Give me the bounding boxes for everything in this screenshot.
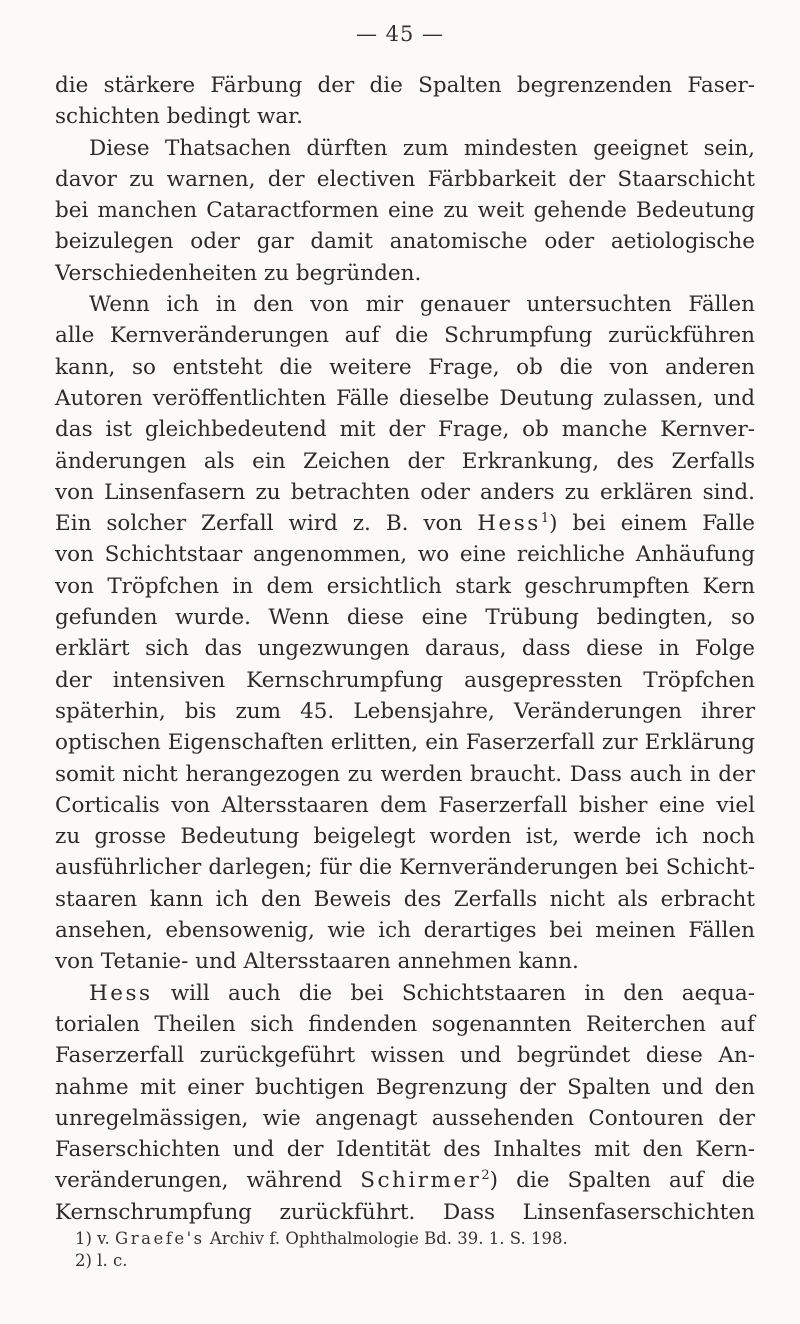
text-line: änderungen als ein Zeichen der Erkrankung, des Zerfalls (55, 448, 755, 474)
text-line (55, 1165, 755, 1196)
text-line: bei manchen Cataractformen eine zu weit gehende Bedeutung (55, 198, 755, 224)
text-line: ansehen, ebensowenig, wie ich derartiges bei meinen Fällen (55, 918, 755, 944)
text-line: von Tröpfchen in dem ersichtlich stark geschrumpften Kern (55, 573, 755, 599)
text-line: Wenn ich in den von mir genauer untersuchten Fällen (89, 292, 755, 318)
author-name: Hess (477, 511, 541, 537)
text-line: gefunden wurde. Wenn diese eine Trübung bedingten, so (55, 605, 755, 631)
page-number: — 45 — (355, 22, 445, 46)
text-line: späterhin, bis zum 45. Lebensjahre, Veränderungen ihrer (55, 698, 755, 724)
text-line (55, 978, 755, 1009)
text-line: von Tetanie- und Altersstaaren annehmen kann. (55, 949, 579, 975)
footnote-1 (75, 1228, 715, 1250)
text-line: Corticalis von Altersstaaren dem Faserzerfall bisher eine viel (55, 792, 755, 818)
text-line: optischen Eigenschaften erlitten, ein Faserzerfall zur Erklärung (55, 730, 755, 756)
text-line: von Linsenfasern zu betrachten oder anders zu erklären sind. (55, 479, 755, 505)
text-line: Autoren veröffentlichten Fälle dieselbe Deutung zulassen, und (55, 385, 755, 411)
text-line: Faserzerfall zurückgeführt wissen und begründet diese An- (55, 1043, 755, 1069)
text-line: die stärkere Färbung der die Spalten begrenzenden Faser- (55, 73, 755, 98)
footnote-ref: 1 (540, 511, 550, 526)
text-line: von Schichtstaar angenommen, wo eine reichliche Anhäufung (55, 542, 755, 568)
text-line: schichten bedingt war. (55, 104, 303, 130)
text-line: Verschiedenheiten zu begründen. (55, 260, 422, 286)
text-line: Faserschichten und der Identität des Inhaltes mit den Kern- (55, 1137, 755, 1163)
text-run: ) bei einem Falle (549, 511, 755, 537)
footnotes (75, 1228, 715, 1272)
text-run: Ein solcher Zerfall wird z. B. von (55, 511, 478, 537)
body-text (55, 70, 755, 1228)
text-run: l. c. (91, 1251, 128, 1270)
text-run: Archiv f. Ophthalmologie Bd. 39. 1. S. 198. (204, 1229, 568, 1248)
text-line: Kernschrumpfung zurückführt. Dass Linsenfaserschichten (55, 1199, 755, 1225)
footnote-marker: 2) (75, 1251, 92, 1270)
text-line: Diese Thatsachen dürften zum mindesten geeignet sein, (89, 135, 755, 161)
text-line: nahme mit einer buchtigen Begrenzung der Spalten und den (55, 1074, 755, 1100)
text-line: kann, so entsteht die weitere Frage, ob die von anderen (55, 354, 755, 380)
author-name: Hess (89, 980, 153, 1006)
footnote-ref: 2 (481, 1168, 490, 1184)
text-line: somit nicht herangezogen zu werden braucht. Dass auch in der (55, 761, 755, 787)
text-run: will auch die bei Schichtstaaren in den aequa- (152, 980, 755, 1006)
author-name: Graefe's (115, 1229, 205, 1248)
author-name: Schirmer (360, 1168, 482, 1194)
text-line: alle Kernveränderungen auf die Schrumpfung zurückführen (55, 323, 755, 349)
text-line: beizulegen oder gar damit anatomische oder aetiologische (55, 229, 755, 255)
text-line: der intensiven Kernschrumpfung ausgepressten Tröpfchen (55, 667, 755, 693)
text-run: ) die Spalten auf die (489, 1168, 755, 1194)
footnote-2 (75, 1250, 715, 1272)
text-line: ausführlicher darlegen; für die Kernveränderungen bei Schicht- (55, 855, 755, 881)
text-line (55, 508, 755, 539)
footnote-marker: 1) (75, 1229, 92, 1248)
text-line: davor zu warnen, der electiven Färbbarkeit der Staarschicht (55, 166, 755, 192)
text-run: veränderungen, während (55, 1168, 361, 1194)
text-line: unregelmässigen, wie angenagt aussehenden Contouren der (55, 1105, 755, 1131)
text-line: staaren kann ich den Beweis des Zerfalls nicht als erbracht (55, 886, 755, 912)
text-line: erklärt sich das ungezwungen daraus, dass diese in Folge (55, 636, 755, 662)
text-run: v. (91, 1229, 116, 1248)
text-line: torialen Theilen sich findenden sogenannten Reiterchen auf (55, 1011, 755, 1037)
text-line: zu grosse Bedeutung beigelegt worden ist, werde ich noch (55, 824, 755, 850)
text-line: das ist gleichbedeutend mit der Frage, ob manche Kernver- (55, 417, 755, 443)
